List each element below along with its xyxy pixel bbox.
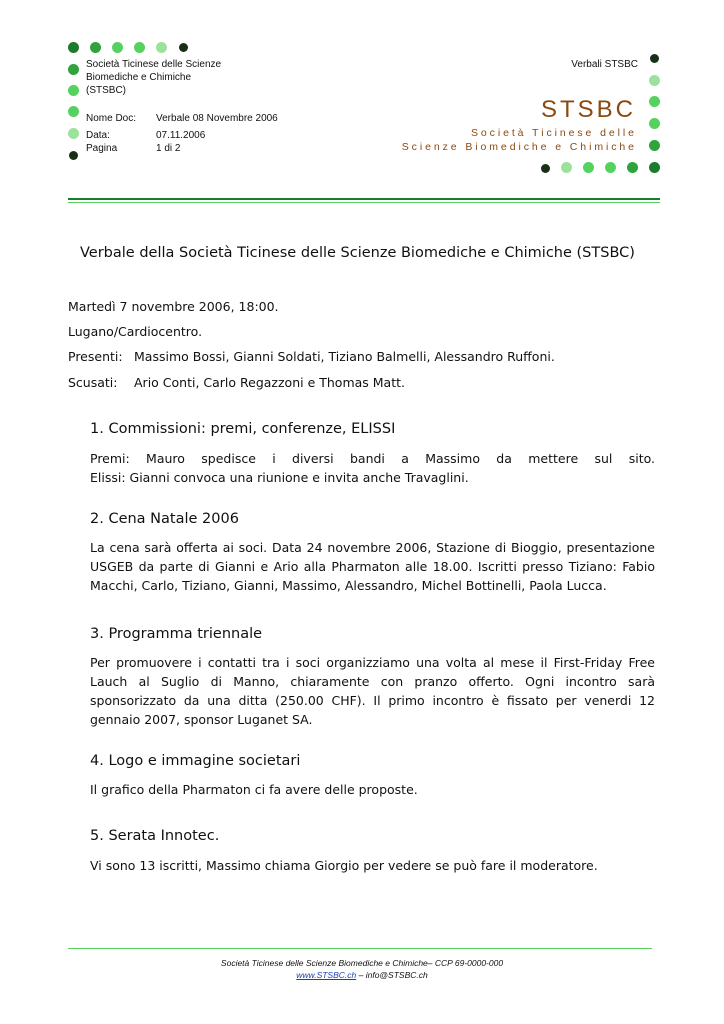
section-heading: 2. Cena Natale 2006 [90,511,239,527]
field-row-nome [86,112,278,125]
field-row-pagina [86,142,278,155]
dot-icon [68,42,79,53]
section-line: Elissi: Gianni convoca una riunione e invita anche Travaglini. [90,470,469,485]
dot-icon [68,106,79,117]
section-line: Premi: Mauro spedisce i diversi bandi a Massimo da mettere sul sito. [90,451,655,466]
scusati-label: Scusati: [68,375,118,390]
dot-icon [69,151,78,160]
header-rule [68,198,660,200]
section-body: Per promuovere i contatti tra i soci organizziamo una volta al mese il First-Friday Free Lauch al Suglio di Manno, chiaramente con pranzo offerto. Ogni incontro sarà sponsorizzato da una ditta (250.00 CHF). Il primo incontro è fissato per venerdi 12 gennaio 2007, sponsor Luganet SA. [90,655,655,727]
section-heading: 5. Serata Innotec. [90,828,220,844]
section-heading: 3. Programma triennale [90,626,263,642]
presenti-label: Presenti: [68,349,123,364]
footer-line: Società Ticinese delle Scienze Biomediche e Chimiche– CCP 69-0000-000 [220,958,504,968]
field-value: 07.11.2006 [156,130,206,141]
header-rule-thin [68,202,660,203]
org-line: Biomediche e Chimiche [86,72,192,83]
scusati-value: Ario Conti, Carlo Regazzoni e Thomas Matt. [134,375,405,390]
dot-icon [649,75,660,86]
dot-icon [605,162,616,173]
meeting-place: Lugano/Cardiocentro. [68,324,203,339]
dot-icon [90,42,101,53]
dot-icon [627,162,638,173]
field-row-data [86,129,278,142]
footer-separator: – [356,970,366,980]
field-value: Verbale 08 Novembre 2006 [156,113,278,124]
section-body: La cena sarà offerta ai soci. Data 24 novembre 2006, Stazione di Bioggio, presentazione USGEB da parte di Gianni e Ario alla Pharmaton alle 18.00. Iscritti presso Tiziano: Fabio Macchi, Carlo, Tiziano, Gianni, Massimo, Alessandro, Michel Bottinelli, Paola Lucca. [90,540,655,593]
section-heading: 4. Logo e immagine societari [90,753,301,769]
section-body: Vi sono 13 iscritti, Massimo chiama Giorgio per vedere se può fare il moderatore. [90,858,598,873]
dot-icon [112,42,123,53]
dot-icon [68,85,79,96]
field-label: Pagina [86,143,118,154]
doc-fields [86,112,278,155]
dot-icon [179,43,188,52]
document-title: Verbale della Società Ticinese delle Scienze Biomediche e Chimiche (STSBC) [80,245,635,261]
logo-subtitle-2: S c i e n z e B i o m e d i c h e e C h i m i c h e [401,141,634,153]
logo-text: STSBC [540,96,636,123]
logo-subtitle-1: S o c i e t à T i c i n e s e d e l l e [470,127,634,139]
section-body: Il grafico della Pharmaton ci fa avere delle proposte. [90,782,418,797]
email-text: info@STSBC.ch [365,970,428,980]
website-link[interactable]: www.STSBC.ch [296,970,357,980]
dot-icon [583,162,594,173]
org-line: Società Ticinese delle Scienze [86,59,222,70]
field-label: Nome Doc: [86,113,137,124]
footer-contacts [0,970,724,980]
dot-icon [650,54,659,63]
dot-icon [156,42,167,53]
dot-icon [68,64,79,75]
dot-icon [649,96,660,107]
field-label: Data: [86,130,110,141]
dot-icon [649,140,660,151]
meeting-date: Martedì 7 novembre 2006, 18:00. [68,299,279,314]
section-heading: 1. Commissioni: premi, conferenze, ELISSI [90,421,396,437]
section-body [90,449,655,487]
field-value: 1 di 2 [156,143,181,154]
footer-rule [68,948,652,949]
presenti-value: Massimo Bossi, Gianni Soldati, Tiziano Balmelli, Alessandro Ruffoni. [134,349,555,364]
dot-icon [541,164,550,173]
dot-icon [561,162,572,173]
dot-icon [68,128,79,139]
dot-icon [649,162,660,173]
dot-icon [649,118,660,129]
dot-icon [134,42,145,53]
org-name [86,58,221,97]
header-right-label: Verbali STSBC [571,59,638,70]
org-line: (STSBC) [86,85,126,96]
